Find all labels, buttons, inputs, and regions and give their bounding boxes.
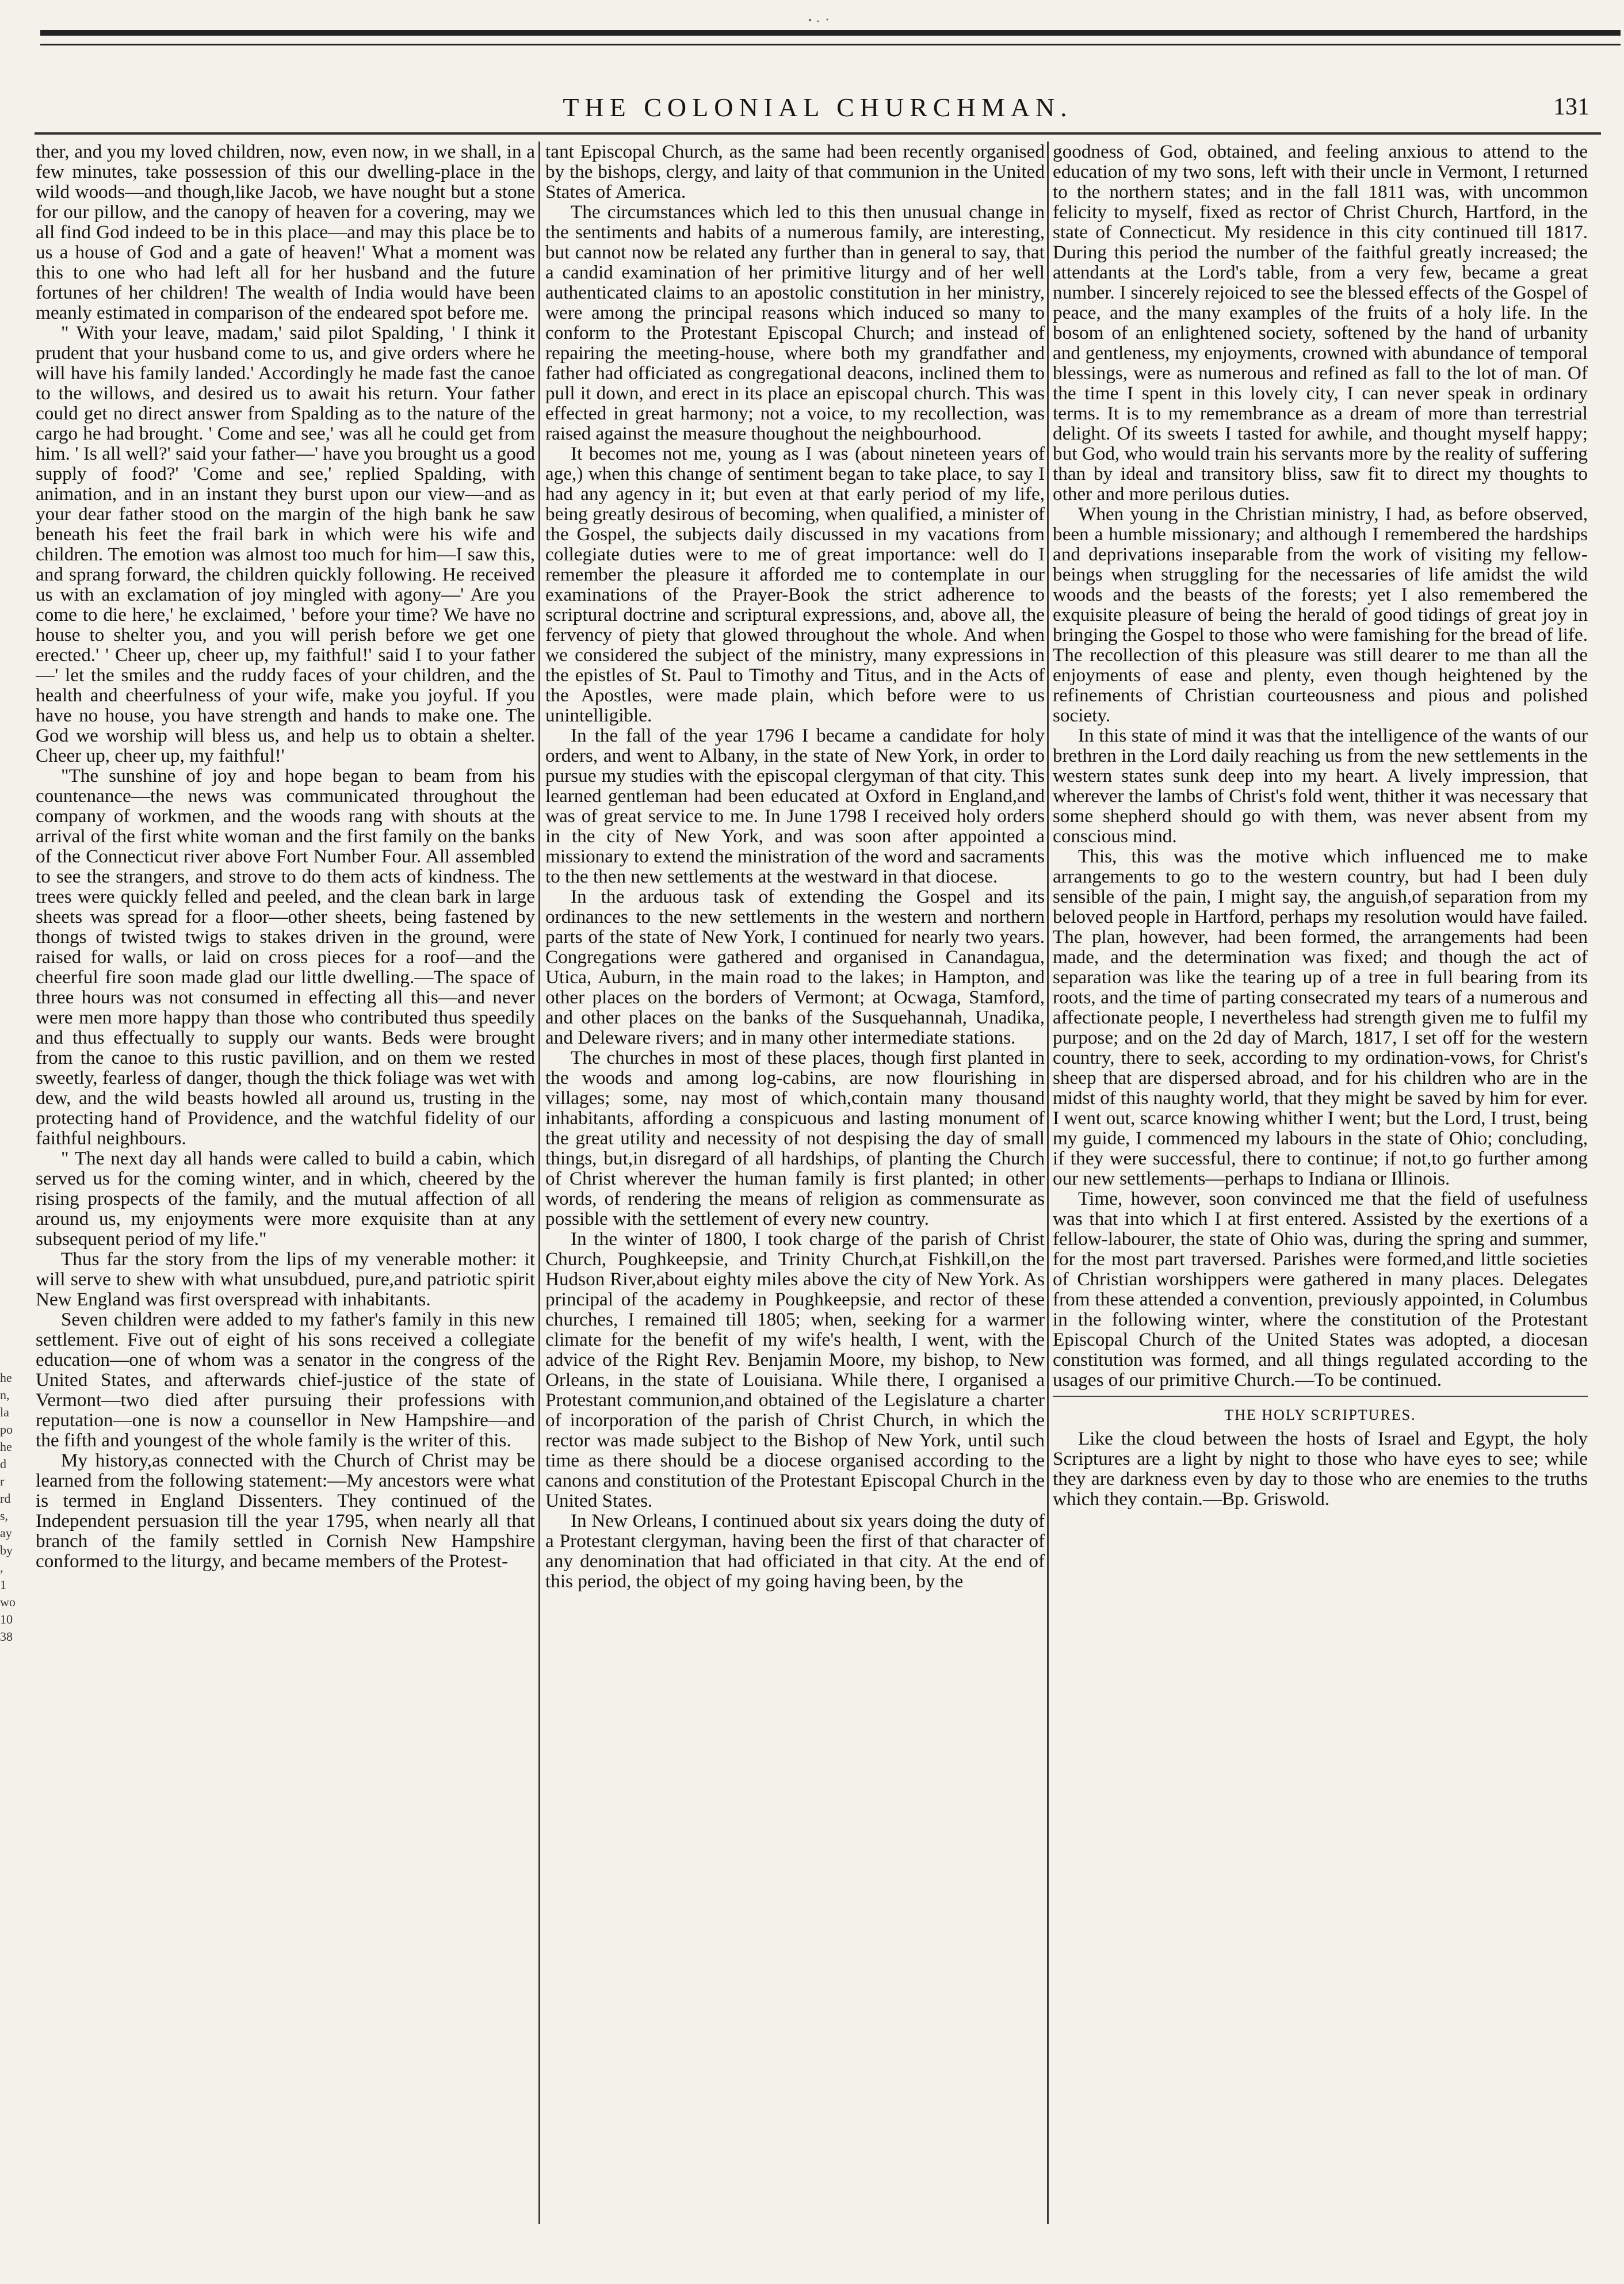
- running-header: [35, 86, 1601, 135]
- paragraph: When young in the Christian ministry, I had, as before observed, been a humble missionary; and although I remembered the hardships and deprivations inseparable from the work of visiting my fellow-beings when struggling for the necessaries of life amidst the wild woods and the beasts of the forests; yet I also remembered the exquisite pleasure of being the herald of good tidings of great joy in bringing the Gospel to those who were famishing for the bread of life. The recollection of this pleasure was still dearer to me than all the enjoyments of ease and plenty, even though heightened by the refinements of Christian courteousness and pious and polished society.: [1053, 503, 1588, 726]
- paragraph: The circumstances which led to this then unusual change in the sentiments and habits of a numerous family, are interesting, but cannot now be related any further than in general to say, that a candid examination of her primitive liturgy and of her well authenticated claims to an apostolic constitution in her ministry, were among the principal reasons which induced so many to conform to the Protestant Episcopal Church; and instead of repairing the meeting-house, where both my grandfather and father had officiated as congregational deacons, inclined them to pull it down, and erect in its place an episcopal church. This was effected in great harmony; not a voice, to my recollection, was raised against the measure thoughout the neighbourhood.: [545, 201, 1045, 444]
- paragraph: Thus far the story from the lips of my venerable mother: it will serve to shew with what unsubdued, pure,and patriotic spirit New England was first overspread with inhabitants.: [36, 1248, 535, 1310]
- paragraph: goodness of God, obtained, and feeling anxious to attend to the education of my two sons, left with their uncle in Vermont, I returned to the northern states; and in the fall 1811 was, with uncommon felicity to myself, fixed as rector of Christ Church, Hartford, in the state of Connecticut. My residence in this city continued till 1817. During this period the number of the faithful greatly increased; the attendants at the Lord's table, from a very few, became a great number. I sincerely rejoiced to see the blessed effects of the Gospel of peace, and the many examples of the fruits of a holy life. In the bosom of an enlightened society, softened by the hand of urbanity and gentleness, my enjoyments, crowned with abundance of temporal blessings, were as numerous and refined as fall to the lot of man. Of the time I spent in this lovely city, I can never speak in ordinary terms. It is to my remembrance as a dream of more than terrestrial delight. Of its sweets I tasted for awhile, and thought myself happy; but God, who would train his servants more by the reality of suffering than by ideal and transitory bliss, saw fit to direct my thoughts to other and more perilous duties.: [1053, 142, 1588, 505]
- ink-smudge: [805, 16, 840, 24]
- paragraph: "The sunshine of joy and hope began to beam from his countenance—the news was communicated throughout the company of workmen, and the woods rang with shouts at the arrival of the first white woman and the first family on the banks of the Connecticut river above Fort Number Four. All assembled to see the strangers, and strove to do them acts of kindness. The trees were quickly felled and peeled, and the clean bark in large sheets was spread for a floor—other sheets, being fastened by thongs of twisted twigs to stakes driven in the ground, were raised for walls, or laid on cross pieces for a roof—and the cheerful fire soon made glad our little dwelling.—The space of three hours was not consumed in effecting all this—and never were men more happy than those who contributed thus speedily and thus effectually to supply our wants. Beds were brought from the canoe to this rustic pavillion, and on them we rested sweetly, fearless of danger, though the thick foliage was wet with dew, and the wild beasts howled all around us, trusting in the protecting hand of Providence, and the watchful fidelity of our faithful neighbours.: [36, 765, 535, 1149]
- paragraph: " With your leave, madam,' said pilot Spalding, ' I think it prudent that your husband come to us, and give orders where he will have his family landed.' Accordingly he made fast the canoe to the willows, and desired us to await his return. Your father could get no direct answer from Spalding as to the nature of the cargo he had brought. ' Come and see,' was all he could get from him. ' Is all well?' said your father—' have you brought us a good supply of food?' 'Come and see,' replied Spalding, with animation, and in an instant they burst upon our view—and as your dear father stood on the margin of the high bank he saw beneath his feet the frail bark in which were his wife and children. The emotion was almost too much for him—I saw this, and sprang forward, the children quickly following. He received us with an exclamation of joy mingled with agony—' Are you come to die here,' he exclaimed, ' before your time? We have no house to shelter you, and you will perish before we get one erected.' ' Cheer up, cheer up, my faithful!' said I to your father—' let the smiles and the ruddy faces of your children, and the health and cheerfulness of your wife, make you joyful. If you have no house, you have strength and hands to make one. The God we worship will bless us, and help us to obtain a shelter. Cheer up, cheer up, my faithful!': [36, 322, 535, 766]
- paragraph: In the fall of the year 1796 I became a candidate for holy orders, and went to Albany, in the state of New York, in order to pursue my studies with the episcopal clergyman of that city. This learned gentleman had been educated at Oxford in England,and was of great service to me. In June 1798 I received holy orders in the city of New York, and was soon after appointed a missionary to extend the ministration of the word and sacraments to the then new settlements at the westward in that diocese.: [545, 725, 1045, 887]
- paragraph: " The next day all hands were called to build a cabin, which served us for the coming winter, and in which, cheered by the rising prospects of the family, and the mutual affection of all around us, my enjoyments were more exquisite than at any subsequent period of my life.": [36, 1148, 535, 1250]
- top-heavy-rule: [40, 30, 1621, 36]
- paragraph: ther, and you my loved children, now, even now, in we shall, in a few minutes, take possession of this our dwelling-place in the wild woods—and though,like Jacob, we have nought but a stone for our pillow, and the canopy of heaven for a covering, may we all find God indeed to be in this place—and may this place be to us a house of God and a gate of heaven!' What a moment was this to one who had left all for her husband and the future fortunes of her children! The wealth of India would have been meanly estimated in comparison of the endeared spot before me.: [36, 142, 535, 323]
- paragraph: The churches in most of these places, though first planted in the woods and among log-cabins, are now flourishing in villages; some, nay most of which,contain many thousand inhabitants, affording a conspicuous and lasting monument of the great utility and necessity of not despising the day of small things, but,in disregard of all hardships, of planting the Church of Christ wherever the human family is first planted; in other words, of rendering the means of religion as commensurate as possible with the settlement of every new country.: [545, 1047, 1045, 1229]
- paragraph: In New Orleans, I continued about six years doing the duty of a Protestant clergyman, having been the first of that character of any denomination that had officiated in that city. At the end of this period, the object of my going having been, by the: [545, 1510, 1045, 1592]
- paragraph: Seven children were added to my father's family in this new settlement. Five out of eight of his sons received a collegiate education—one of whom was a senator in the congress of the United States, and afterwards chief-justice of the state of Vermont—two died after pursuing their professions with reputation—one is now a counsellor in New Hampshire—and the fifth and youngest of the whole family is the writer of this.: [36, 1309, 535, 1451]
- paragraph: My history,as connected with the Church of Christ may be learned from the following statement:—My ancestors were what is termed in England Dissenters. They continued of the Independent persuasion till the year 1795, when nearly all that branch of the family settled in Cornish New Hampshire conformed to the liturgy, and became members of the Protest-: [36, 1450, 535, 1572]
- column-2: [545, 142, 1045, 2224]
- column-divider: [1047, 142, 1049, 2224]
- paragraph: It becomes not me, young as I was (about nineteen years of age,) when this change of sentiment began to take place, to say I had any agency in it; but even at that early period of my life, being greatly desirous of becoming, when qualified, a minister of the Gospel, the subjects daily discussed in my vacations from collegiate duties were to me of great importance: well do I remember the pleasure it afforded me to contemplate in our examinations of the Prayer-Book the strict adherence to scriptural doctrine and scriptural expressions, and, above all, the fervency of piety that glowed throughout the whole. And when we considered the subject of the ministry, many expressions in the epistles of St. Paul to Timothy and Titus, and in the Acts of the Apostles, were made plain, which before were to us unintelligible.: [545, 443, 1045, 726]
- paragraph: Like the cloud between the hosts of Israel and Egypt, the holy Scriptures are a light by night to those who have eyes to see; while they are darkness even by day to those who are enemies to the truths which they contain.—Bp. Griswold.: [1053, 1428, 1588, 1510]
- paragraph: Time, however, soon convinced me that the field of usefulness was that into which I at first entered. Assisted by the exertions of a fellow-labourer, the state of Ohio was, during the spring and summer, for the most part traversed. Parishes were formed,and little societies of Christian worshippers were gathered in many places. Delegates from these attended a convention, previously appointed, in Columbus in the following winter, where the constitution of the Protestant Episcopal Church of the United States was adopted, a diocesan constitution was formed, and all things regulated according to the usages of our primitive Church.—To be continued.: [1053, 1188, 1588, 1391]
- top-thin-rule: [40, 44, 1621, 45]
- adjacent-page-edge-text: he n, la po he d r rd s, ay by , 1 wo 10 38: [0, 1370, 16, 1644]
- column-divider: [538, 142, 540, 2224]
- paragraph: tant Episcopal Church, as the same had been recently organised by the bishops, clergy, and laity of that communion in the United States of America.: [545, 142, 1045, 203]
- column-1: [36, 142, 535, 2224]
- paragraph: In the arduous task of extending the Gospel and its ordinances to the new settlements in the western and northern parts of the state of New York, I continued for nearly two years. Congregations were gathered and organised in Canandagua, Utica, Auburn, in the main road to the lakes; in Hampton, and other places on the borders of Vermont; at Ocwaga, Stamford, and other places on the banks of the Susquehannah, Unadika, and Deleware rivers; and in many other intermediate stations.: [545, 886, 1045, 1048]
- masthead-title: THE COLONIAL CHURCHMAN.: [563, 93, 1073, 122]
- section-heading: THE HOLY SCRIPTURES.: [1053, 1396, 1588, 1425]
- page-number: 131: [1553, 94, 1589, 120]
- paragraph: In this state of mind it was that the intelligence of the wants of our brethren in the Lord daily reaching us from the new settlements in the western states sunk deep into my heart. A lively impression, that wherever the lambs of Christ's fold went, thither it was necessary that some shepherd should go with them, was never absent from my conscious mind.: [1053, 725, 1588, 847]
- column-3: [1053, 142, 1588, 2224]
- paragraph: In the winter of 1800, I took charge of the parish of Christ Church, Poughkeepsie, and Trinity Church,at Fishkill,on the Hudson River,about eighty miles above the city of New York. As principal of the academy in Poughkeepsie, and rector of these churches, I remained till 1805; when, seeking for a warmer climate for the benefit of my wife's health, I went, with the advice of the Right Rev. Benjamin Moore, my bishop, to New Orleans, in the state of Louisiana. While there, I organised a Protestant communion,and obtained of the Legislature a charter of incorporation of the parish of Christ Church, in which the rector was made subject to the Bishop of New York, until such time as there should be a diocese organised according to the canons and constitution of the Protestant Episcopal Church in the United States.: [545, 1228, 1045, 1511]
- paragraph: This, this was the motive which influenced me to make arrangements to go to the western country, but had I been duly sensible of the pain, I might say, the anguish,of separation from my beloved people in Hartford, perhaps my resolution would have failed. The plan, however, had been formed, the arrangements had been made, and the determination was fixed; and though the act of separation was like the tearing up of a tree in full bearing from its roots, and the time of parting consecrated my tears of a numerous and affectionate people, I nevertheless had strength given me to fulfil my purpose; and on the 2d day of March, 1817, I set off for the western country, there to seek, according to my ordination-vows, for Christ's sheep that are dispersed abroad, and for his children who are in the midst of this naughty world, that they might be saved by him for ever. I went out, scarce knowing whither I went; but the Lord, I trust, being my guide, I commenced my labours in the state of Ohio; concluding, if they were successful, there to continue; if not,to go further among our new settlements—perhaps to Indiana or Illinois.: [1053, 846, 1588, 1189]
